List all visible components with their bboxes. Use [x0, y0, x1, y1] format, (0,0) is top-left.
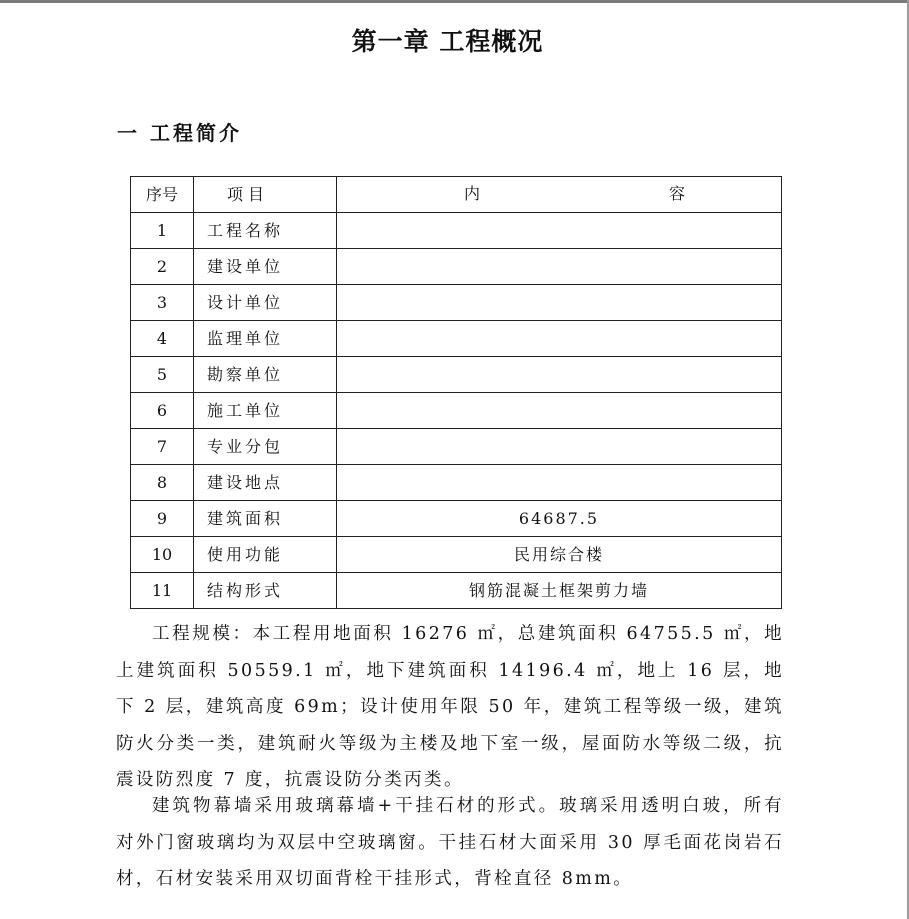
row-content — [337, 429, 782, 465]
row-item: 建筑面积 — [194, 501, 337, 537]
table-row — [131, 393, 782, 429]
row-content — [337, 213, 782, 249]
row-content: 钢筋混凝土框架剪力墙 — [337, 573, 782, 609]
row-content — [337, 285, 782, 321]
row-content — [337, 357, 782, 393]
header-content-left: 内 — [464, 184, 483, 203]
table-header-row — [131, 177, 782, 213]
header-no: 序号 — [131, 177, 194, 213]
row-content — [337, 249, 782, 285]
row-content: 民用综合楼 — [337, 537, 782, 573]
table-row — [131, 357, 782, 393]
row-no: 10 — [131, 537, 194, 573]
row-no: 7 — [131, 429, 194, 465]
row-item: 建设地点 — [194, 465, 337, 501]
project-overview-table — [130, 176, 782, 609]
row-item: 勘察单位 — [194, 357, 337, 393]
table-row — [131, 537, 782, 573]
row-no: 5 — [131, 357, 194, 393]
table-row — [131, 249, 782, 285]
header-content-right: 容 — [669, 184, 688, 203]
header-item: 项目 — [194, 177, 337, 213]
curtain-wall-paragraph: 建筑物幕墙采用玻璃幕墙+干挂石材的形式。玻璃采用透明白玻，所有对外门窗玻璃均为双层中空玻璃窗。干挂石材大面采用 30 厚毛面花岗岩石材，石材安装采用双切面背栓干挂形式，背栓直径 8mm。 — [116, 796, 784, 889]
row-item: 施工单位 — [194, 393, 337, 429]
row-item: 建设单位 — [194, 249, 337, 285]
row-no: 2 — [131, 249, 194, 285]
project-scale-paragraph: 工程规模：本工程用地面积 16276 ㎡，总建筑面积 64755.5 ㎡，地上建筑面积 50559.1 ㎡，地下建筑面积 14196.4 ㎡，地上 16 层，地下 2 层，建筑高度 69m；设计使用年限 50 年，建筑工程等级一级，建筑防火分类一类，建筑耐火等级为主楼及地下室一级，屋面防水等级二级，抗震设防烈度 7 度，抗震设防分类丙类。 — [116, 624, 784, 790]
row-no: 8 — [131, 465, 194, 501]
chapter-title: 第一章 工程概况 — [351, 27, 544, 56]
header-content — [337, 177, 782, 213]
row-no: 4 — [131, 321, 194, 357]
row-item: 使用功能 — [194, 537, 337, 573]
row-content: 64687.5 — [337, 501, 782, 537]
table-row — [131, 573, 782, 609]
row-no: 3 — [131, 285, 194, 321]
row-item: 结构形式 — [194, 573, 337, 609]
table-row — [131, 501, 782, 537]
row-item: 工程名称 — [194, 213, 337, 249]
table-row — [131, 321, 782, 357]
table-row — [131, 285, 782, 321]
row-content — [337, 465, 782, 501]
section-heading: 一 工程简介 — [117, 121, 242, 145]
row-content — [337, 321, 782, 357]
page-top-border — [0, 0, 909, 3]
row-no: 6 — [131, 393, 194, 429]
row-no: 11 — [131, 573, 194, 609]
row-no: 9 — [131, 501, 194, 537]
row-content — [337, 393, 782, 429]
row-item: 专业分包 — [194, 429, 337, 465]
row-item: 监理单位 — [194, 321, 337, 357]
row-no: 1 — [131, 213, 194, 249]
table-row — [131, 429, 782, 465]
row-item: 设计单位 — [194, 285, 337, 321]
table-row — [131, 213, 782, 249]
table-row — [131, 465, 782, 501]
